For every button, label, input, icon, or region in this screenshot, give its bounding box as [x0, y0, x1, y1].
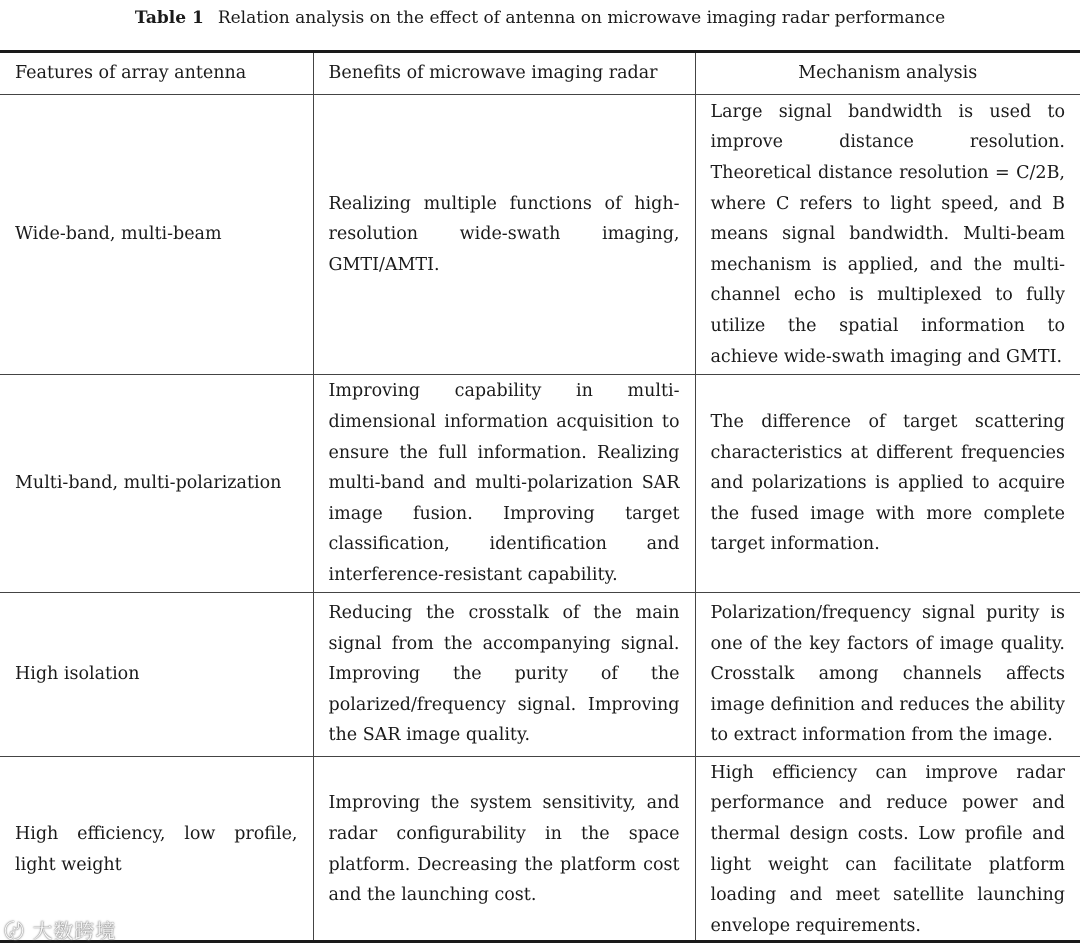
header-cell-mechanism: Mechanism analysis [695, 53, 1080, 95]
benefit-cell: Improving the system sensitivity, and radar configurability in the space platform. Decreasing the platform cost and the launching cost. [313, 757, 695, 943]
table-row [0, 375, 1080, 593]
feature-cell: Wide-band, multi-beam [0, 95, 313, 375]
benefit-cell: Realizing multiple functions of high-resolution wide-swath imaging, GMTI/AMTI. [313, 95, 695, 375]
benefit-cell: Reducing the crosstalk of the main signal from the accompanying signal. Improving the purity of the polarized/frequency signal. Improving the SAR image quality. [313, 593, 695, 757]
table-title: Relation analysis on the effect of antenna on microwave imaging radar performance [217, 8, 946, 28]
mechanism-cell: Polarization/frequency signal purity is one of the key factors of image quality. Crosstalk among channels affects image definition and reduces the ability to extract information from the image. [695, 593, 1080, 757]
table-row [0, 593, 1080, 757]
mechanism-cell: The difference of target scattering characteristics at different frequencies and polarizations is applied to acquire the fused image with more complete target information. [695, 375, 1080, 593]
header-cell-features: Features of array antenna [15, 63, 247, 84]
table-caption [0, 6, 1080, 30]
table-label: Table 1 [134, 8, 204, 28]
feature-cell: High efficiency, low profile, light weight [0, 757, 313, 943]
mechanism-cell: High efficiency can improve radar performance and reduce power and thermal design costs. Low profile and light weight can facilitate platform loading and meet satellite launching envelope requirements. [695, 757, 1080, 943]
watermark-logo [4, 915, 116, 944]
data-table [0, 53, 1080, 942]
feature-cell: Multi-band, multi-polarization [0, 375, 313, 593]
table-row [0, 95, 1080, 375]
table-row [0, 757, 1080, 943]
bottom-rule [0, 940, 1080, 943]
benefit-cell: Improving capability in multi-dimensional information acquisition to ensure the full information. Realizing multi-band and multi-polarization SAR image fusion. Improving target classification, identification and interference-resistant capability. [313, 375, 695, 593]
header-cell-benefits: Benefits of microwave imaging radar [313, 53, 695, 95]
watermark-text: 大数跨境 [32, 919, 117, 943]
watermark-icon: 〄 [4, 919, 25, 943]
mechanism-cell: Large signal bandwidth is used to improve distance resolution. Theoretical distance resolution = C/2B, where C refers to light speed, and B means signal bandwidth. Multi-beam mechanism is applied, and the multi-channel echo is multiplexed to fully utilize the spatial information to achieve wide-swath imaging and GMTI. [695, 95, 1080, 375]
header-row [0, 53, 1080, 95]
feature-cell: High isolation [0, 593, 313, 757]
